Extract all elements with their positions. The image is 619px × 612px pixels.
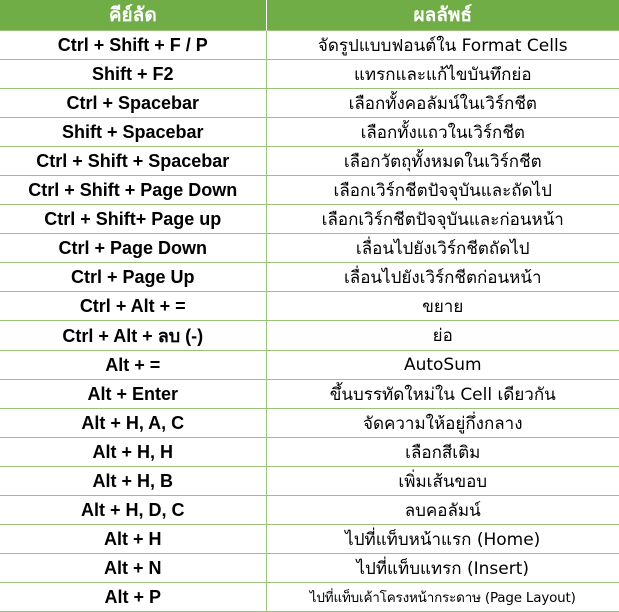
table-row (0, 205, 619, 234)
shortcut-result-cell: เลือกสีเติม (266, 438, 619, 467)
shortcut-key-cell: Shift + Spacebar (0, 118, 266, 147)
shortcut-key-cell: Ctrl + Page Up (0, 263, 266, 292)
table-row (0, 438, 619, 467)
table-row (0, 496, 619, 525)
shortcut-result-cell: เลือกทั้งแถวในเวิร์กชีต (266, 118, 619, 147)
shortcut-key-cell: Alt + Enter (0, 380, 266, 409)
shortcut-key-cell: Alt + H, A, C (0, 409, 266, 438)
shortcut-result-cell: เลือกเวิร์กชีตปัจจุบันและก่อนหน้า (266, 205, 619, 234)
shortcut-result-cell: เพิ่มเส้นขอบ (266, 467, 619, 496)
shortcut-key-cell: Ctrl + Shift+ Page up (0, 205, 266, 234)
shortcut-key-cell: Alt + = (0, 351, 266, 380)
shortcut-key-cell: Ctrl + Alt + = (0, 292, 266, 321)
shortcut-result-cell: เลื่อนไปยังเวิร์กชีตก่อนหน้า (266, 263, 619, 292)
shortcut-result-cell: ไปที่แท็บหน้าแรก (Home) (266, 525, 619, 554)
shortcut-result-cell: ลบคอลัมน์ (266, 496, 619, 525)
column-header-result: ผลลัพธ์ (266, 0, 619, 31)
table-row (0, 351, 619, 380)
shortcut-key-cell: Alt + H, D, C (0, 496, 266, 525)
shortcut-result-cell: แทรกและแก้ไขบันทึกย่อ (266, 60, 619, 89)
table-row (0, 409, 619, 438)
table-row (0, 147, 619, 176)
table-row (0, 583, 619, 612)
shortcut-result-cell: ขึ้นบรรทัดใหม่ใน Cell เดียวกัน (266, 380, 619, 409)
shortcut-result-cell: จัดรูปแบบฟอนต์ใน Format Cells (266, 31, 619, 60)
table-row (0, 554, 619, 583)
table-row (0, 321, 619, 351)
shortcut-key-cell: Alt + H, H (0, 438, 266, 467)
table-row (0, 60, 619, 89)
table-row (0, 118, 619, 147)
shortcut-result-cell: เลือกทั้งคอลัมน์ในเวิร์กชีต (266, 89, 619, 118)
shortcut-key-cell: Ctrl + Alt + ลบ (-) (0, 321, 266, 351)
table-row (0, 234, 619, 263)
table-header-row (0, 0, 619, 31)
shortcut-key-cell: Alt + P (0, 583, 266, 612)
table-row (0, 467, 619, 496)
table-row (0, 380, 619, 409)
shortcut-result-cell: ย่อ (266, 321, 619, 351)
shortcut-result-cell: เลือกวัตถุทั้งหมดในเวิร์กชีต (266, 147, 619, 176)
shortcut-key-cell: Ctrl + Shift + Spacebar (0, 147, 266, 176)
shortcut-key-cell: Alt + H, B (0, 467, 266, 496)
shortcut-result-cell: ขยาย (266, 292, 619, 321)
shortcut-result-cell: AutoSum (266, 351, 619, 380)
table-row (0, 31, 619, 60)
shortcut-result-cell: เลือกเวิร์กชีตปัจจุบันและถัดไป (266, 176, 619, 205)
shortcut-result-cell: ไปที่แท็บแทรก (Insert) (266, 554, 619, 583)
column-header-key: คีย์ลัด (0, 0, 266, 31)
shortcut-result-cell: จัดความให้อยู่กึ่งกลาง (266, 409, 619, 438)
table-row (0, 292, 619, 321)
shortcut-key-cell: Shift + F2 (0, 60, 266, 89)
table-row (0, 263, 619, 292)
table-row (0, 89, 619, 118)
shortcut-key-cell: Alt + H (0, 525, 266, 554)
table-row (0, 525, 619, 554)
table-row (0, 176, 619, 205)
shortcut-key-cell: Ctrl + Page Down (0, 234, 266, 263)
shortcut-result-cell: ไปที่แท็บเค้าโครงหน้ากระดาษ (Page Layout) (266, 583, 619, 612)
shortcut-key-cell: Ctrl + Spacebar (0, 89, 266, 118)
shortcut-key-cell: Ctrl + Shift + Page Down (0, 176, 266, 205)
shortcut-result-cell: เลื่อนไปยังเวิร์กชีตถัดไป (266, 234, 619, 263)
shortcut-key-cell: Ctrl + Shift + F / P (0, 31, 266, 60)
shortcut-key-cell: Alt + N (0, 554, 266, 583)
